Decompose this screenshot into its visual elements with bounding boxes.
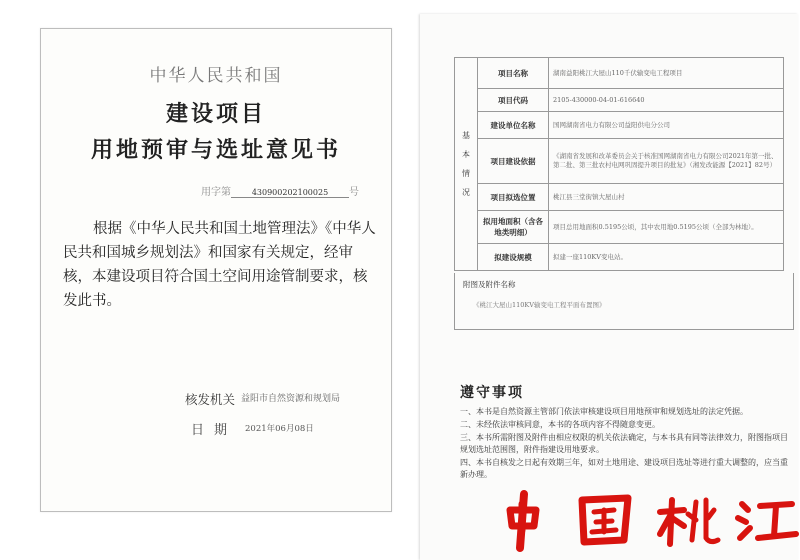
approval-body-text: 根据《中华人民共和国土地管理法》《中华人民共和国城乡规划法》和国家有关规定，经审核，本建设项目符合国土空间用途管制要求，核发此书。: [63, 221, 376, 309]
row-value: 项目总用地面积0.5195公顷，其中农用地0.5195公顷（全部为林地）。: [549, 211, 784, 244]
note-item: 一、本书是自然资源主管部门依法审核建设项目用地预审和规划选址的法定凭据。: [460, 407, 748, 416]
permit-number-line: [201, 183, 359, 198]
issuer-label: 核发机关: [185, 392, 236, 407]
table-row: [455, 211, 784, 244]
basic-info-table: [454, 57, 784, 271]
calligraphy-watermark-logo: [500, 490, 800, 552]
notes-title: 遵守事项: [460, 385, 524, 401]
attachments-label: 附图及附件名称: [463, 280, 516, 289]
row-label: 项目建设依据: [478, 139, 549, 184]
attachments-value: 《桃江大屋山110KV输变电工程平面布置图》: [473, 301, 606, 309]
date-value: 2021年06月08日: [245, 424, 314, 434]
permit-number: 430900202100025: [231, 188, 349, 198]
side-label: [455, 58, 478, 271]
permit-prefix: 用字第: [201, 187, 231, 198]
country-heading: 中华人民共和国: [149, 66, 283, 86]
table-row: [455, 89, 784, 112]
document-title-line2: 用地预审与选址意见书: [90, 137, 341, 163]
note-item: 二、未经依法审核同意，本书的各项内容不得随意变更。: [460, 420, 660, 429]
row-label: 项目名称: [478, 58, 549, 89]
document-title-line1: 建设项目: [165, 101, 266, 127]
row-value: 桃江县三堂街镇大屋山村: [549, 184, 784, 211]
row-label: 拟用地面积（含各地类明细）: [478, 211, 549, 244]
row-label: 项目代码: [478, 89, 549, 112]
table-row: [455, 112, 784, 139]
notes-list: [460, 406, 790, 482]
issuer-value: 益阳市自然资源和规划局: [241, 394, 341, 404]
row-label: 项目拟选位置: [478, 184, 549, 211]
row-value: 国网湖南省电力有限公司益阳供电分公司: [549, 112, 784, 139]
row-label: 拟建设规模: [478, 244, 549, 271]
row-value: 2105-430000-04-01-616640: [549, 89, 784, 112]
left-document-page: [40, 28, 392, 512]
row-value: 《湖南省发展和改革委员会关于核准国网湖南省电力有限公司2021年第一批、第二批、第三批农村电网巩固提升项目的批复》（湘发改能源【2021】82号）: [549, 139, 784, 184]
note-item: 四、本书自核发之日起有效期三年，如对土地用途、建设项目选址等进行重大调整的，应当重新办理。: [460, 458, 788, 479]
row-value: 拟建一座110KV变电站。: [549, 244, 784, 271]
attachments-box: [454, 273, 794, 330]
date-label: 日期: [191, 423, 238, 438]
row-value: 湖南益阳桃江大屋山110千伏输变电工程项目: [549, 58, 784, 89]
right-document-page: [420, 14, 798, 560]
table-row: [455, 139, 784, 184]
table-row: [455, 58, 784, 89]
row-label: 建设单位名称: [478, 112, 549, 139]
table-row: [455, 184, 784, 211]
permit-suffix: 号: [349, 187, 359, 198]
table-row: [455, 244, 784, 271]
note-item: 三、本书所需附图及附件由相应权限的机关依法确定，与本书具有同等法律效力，附图指项目规划选址范围图，附件指建设用地要求。: [460, 433, 788, 454]
side-label-text: 基 本 情 况: [462, 131, 470, 197]
